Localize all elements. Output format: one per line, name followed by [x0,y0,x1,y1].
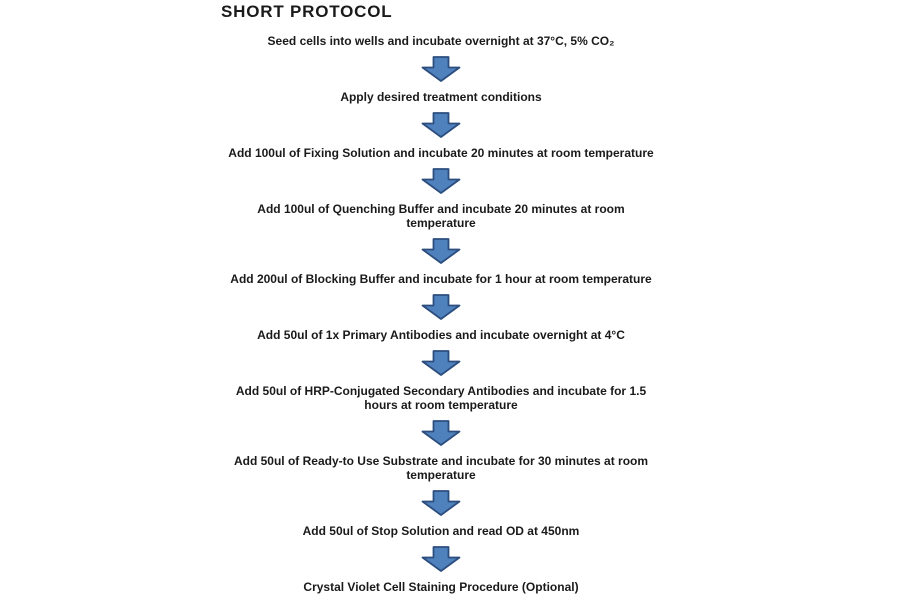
protocol-step [303,580,578,594]
down-arrow-icon [421,294,461,320]
protocol-step-line: Apply desired treatment conditions [340,90,542,104]
protocol-step [303,524,580,538]
down-arrow-icon [421,546,461,572]
protocol-step [257,202,624,230]
protocol-step-line: Add 50ul of Stop Solution and read OD at 450nm [302,524,580,538]
down-arrow-icon [421,168,461,194]
protocol-step-line: Add 100ul of Fixing Solution and incubate 20 minutes at room temperature [228,146,654,160]
down-arrow-icon [421,490,461,516]
protocol-step-line: Seed cells into wells and incubate overnight at 37°C, 5% CO₂ [267,34,615,48]
protocol-step-line: temperature [406,216,476,230]
protocol-step [340,90,541,104]
protocol-step-line: Add 200ul of Blocking Buffer and incubate for 1 hour at room temperature [230,272,652,286]
down-arrow-icon [421,56,461,82]
protocol-step [268,34,615,48]
protocol-step [234,454,648,482]
protocol-step [230,272,651,286]
down-arrow-icon [421,420,461,446]
protocol-step-line: hours at room temperature [364,398,518,412]
protocol-step [236,384,646,412]
protocol-step [257,328,625,342]
protocol-step-line: temperature [406,468,476,482]
protocol-step-line: Add 50ul of Ready-to Use Substrate and incubate for 30 minutes at room [233,454,649,468]
down-arrow-icon [421,238,461,264]
protocol-step-line: Add 50ul of HRP-Conjugated Secondary Antibodies and incubate for 1.5 [235,384,647,398]
protocol-step-line: Add 50ul of 1x Primary Antibodies and incubate overnight at 4°C [257,328,625,342]
down-arrow-icon [421,112,461,138]
protocol-step [228,146,653,160]
protocol-flowchart [0,34,882,594]
page-title: SHORT PROTOCOL [221,2,393,21]
down-arrow-icon [421,350,461,376]
protocol-step-line: Crystal Violet Cell Staining Procedure (Optional) [303,580,579,594]
protocol-step-line: Add 100ul of Quenching Buffer and incubate 20 minutes at room [257,202,625,216]
